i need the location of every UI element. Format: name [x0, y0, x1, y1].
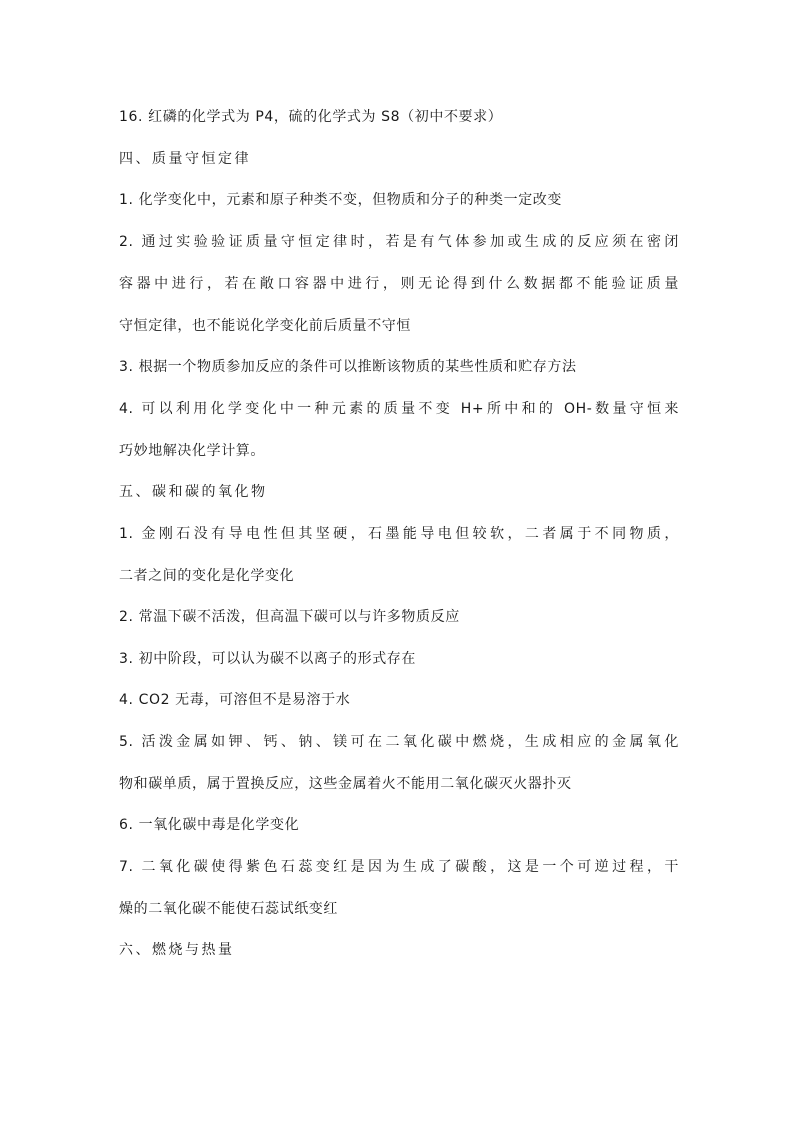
text-line: 7. 二氧化碳使得紫色石蕊变红是因为生成了碳酸，这是一个可逆过程，干	[119, 859, 679, 875]
text-line: 1. 化学变化中，元素和原子种类不变，但物质和分子的种类一定改变	[119, 192, 563, 208]
text-line: 燥的二氧化碳不能使石蕊试纸变红	[119, 901, 338, 917]
text-line: 1. 金刚石没有导电性但其坚硬，石墨能导电但较软，二者属于不同物质，	[119, 526, 679, 542]
text-line: 2. 常温下碳不活泼，但高温下碳可以与许多物质反应	[119, 609, 460, 625]
text-line: 二者之间的变化是化学变化	[119, 568, 295, 584]
text-line: 5. 活泼金属如钾、钙、钠、镁可在二氧化碳中燃烧，生成相应的金属氧化	[119, 734, 679, 750]
text-line: 4. 可以利用化学变化中一种元素的质量不变 H+所中和的 OH-数量守恒来	[119, 401, 679, 417]
text-line-red-phosphorus: 16. 红磷的化学式为 P4，硫的化学式为 S8（初中不要求）	[119, 109, 503, 125]
text-line: 容器中进行，若在敞口容器中进行，则无论得到什么数据都不能验证质量	[119, 276, 679, 292]
text-line: 物和碳单质，属于置换反应，这些金属着火不能用二氧化碳灭火器扑灭	[119, 776, 572, 792]
text-line: 6. 一氧化碳中毒是化学变化	[119, 817, 300, 833]
text-line: 守恒定律，也不能说化学变化前后质量不守恒	[119, 318, 411, 334]
section-heading-combustion: 六、燃烧与热量	[119, 942, 235, 958]
section-heading-mass-conservation: 四、质量守恒定律	[119, 151, 251, 167]
text-line: 3. 根据一个物质参加反应的条件可以推断该物质的某些性质和贮存方法	[119, 359, 577, 375]
section-heading-carbon: 五、碳和碳的氧化物	[119, 484, 268, 500]
text-line: 2. 通过实验验证质量守恒定律时，若是有气体参加或生成的反应须在密闭	[119, 234, 679, 250]
text-line: 3. 初中阶段，可以认为碳不以离子的形式存在	[119, 651, 417, 667]
text-line: 4. CO2 无毒，可溶但不是易溶于水	[119, 692, 351, 708]
text-line: 巧妙地解决化学计算。	[119, 443, 265, 459]
